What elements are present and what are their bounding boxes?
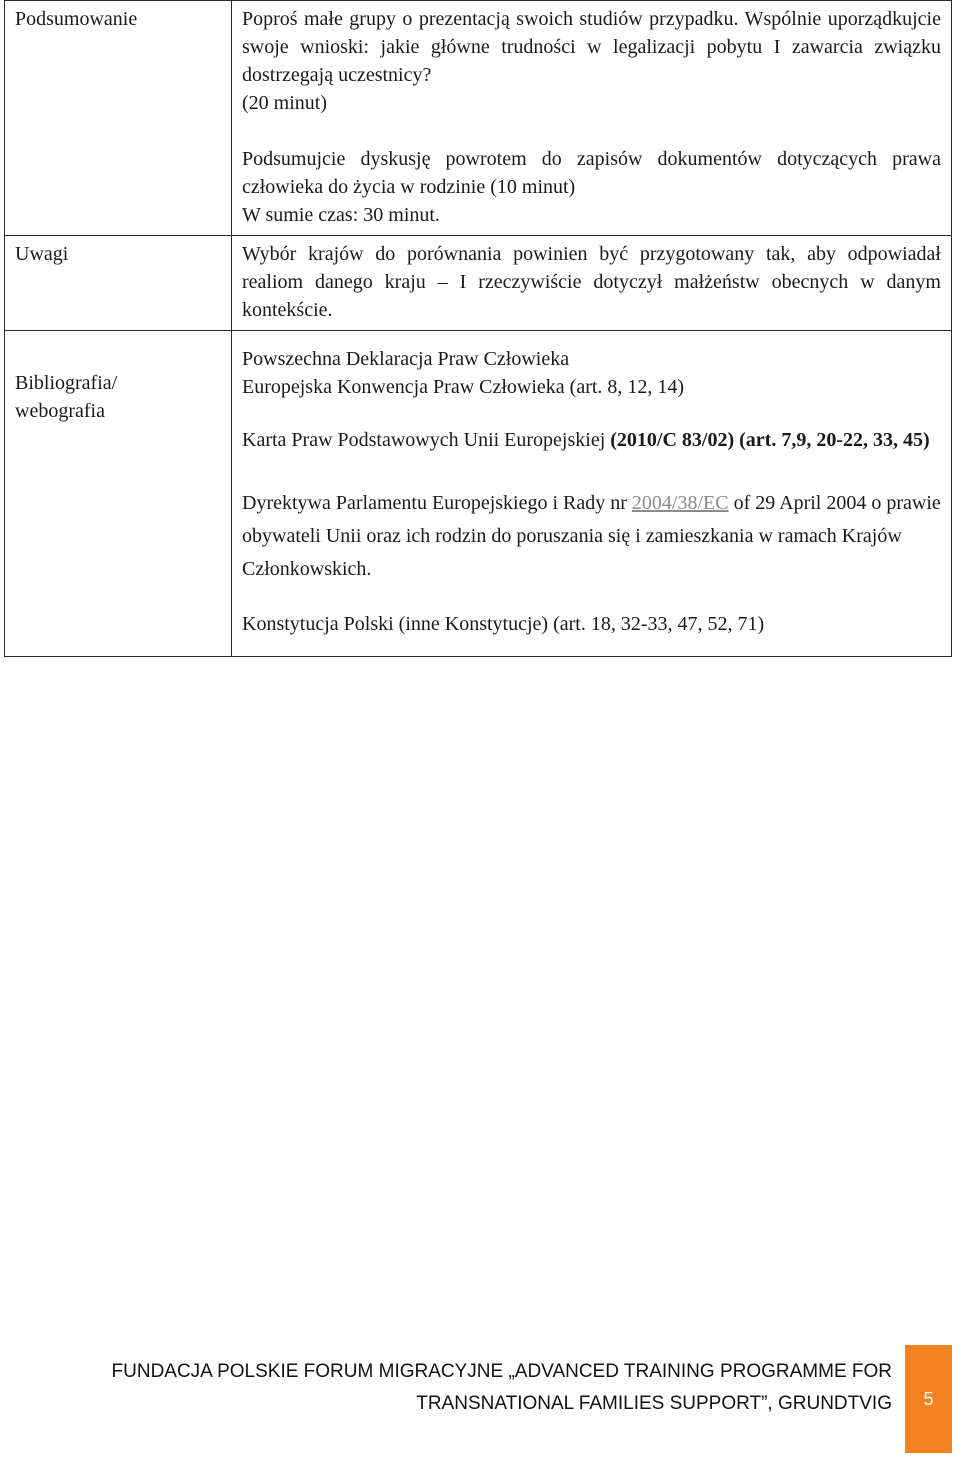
remarks-text: Wybór krajów do porównania powinien być przygotowany tak, aby odpowiadał realiom danego kraju – I rzeczywiście dotyczył małżeństw obecnych w danym kontekście. xyxy=(242,243,941,321)
reference-echr: Europejska Konwencja Praw Człowieka (art. 8, 12, 14) xyxy=(242,376,685,398)
row-label-uwagi: Uwagi xyxy=(5,236,232,331)
summary-duration: (20 minut) xyxy=(242,92,327,114)
row-content-podsumowanie xyxy=(232,1,952,236)
reference-charter-citation: (2010/C 83/02) (art. 7,9, 20-22, 33, 45) xyxy=(610,429,930,451)
summary-total-time: W sumie czas: 30 minut. xyxy=(242,204,440,226)
page-footer xyxy=(0,1345,960,1453)
summary-discussion: Podsumujcie dyskusję powrotem do zapisów dokumentów dotyczących prawa człowieka do życia w rodzinie (10 minut) xyxy=(242,148,941,198)
reference-udhr: Powszechna Deklaracja Praw Człowieka xyxy=(242,348,570,370)
row-content-uwagi xyxy=(232,236,952,331)
directive-link[interactable]: 2004/38/EC xyxy=(631,492,729,514)
reference-directive-rest: of 29 April 2004 o prawie obywateli Unii oraz ich rodzin do poruszania się i zamieszkania w ramach Krajów Członkowskich. xyxy=(242,492,941,580)
row-label-podsumowanie: Podsumowanie xyxy=(5,1,232,236)
reference-charter xyxy=(242,423,941,457)
reference-charter-title: Karta Praw Podstawowych Unii Europejskiej xyxy=(242,429,611,451)
row-label-bibliografia xyxy=(5,331,232,657)
row-content-bibliografia xyxy=(232,331,952,657)
reference-constitution: Konstytucja Polski (inne Konstytucje) (art. 18, 32-33, 47, 52, 71) xyxy=(242,613,765,635)
row-podsumowanie xyxy=(5,1,952,236)
row-bibliografia xyxy=(5,331,952,657)
bibliography-label: Bibliografia/ webografia xyxy=(15,371,118,422)
row-uwagi xyxy=(5,236,952,331)
reference-directive-title: Dyrektywa Parlamentu Europejskiego i Rady nr xyxy=(242,492,632,514)
footer-line-1: FUNDACJA POLSKIE FORUM MIGRACYJNE „ADVANCED TRAINING PROGRAMME FOR xyxy=(111,1361,892,1382)
content-table xyxy=(4,0,952,657)
reference-directive xyxy=(242,487,941,586)
footer-line-2: TRANSNATIONAL FAMILIES SUPPORT”, GRUNDTVIG xyxy=(416,1393,892,1414)
summary-instructions: Poproś małe grupy o prezentacją swoich studiów przypadku. Wspólnie uporządkujcie swoje wnioski: jakie główne trudności w legalizacji pobytu I zawarcia związku dostrzegają uczestnicy? xyxy=(242,8,941,86)
page-number: 5 xyxy=(905,1345,952,1453)
